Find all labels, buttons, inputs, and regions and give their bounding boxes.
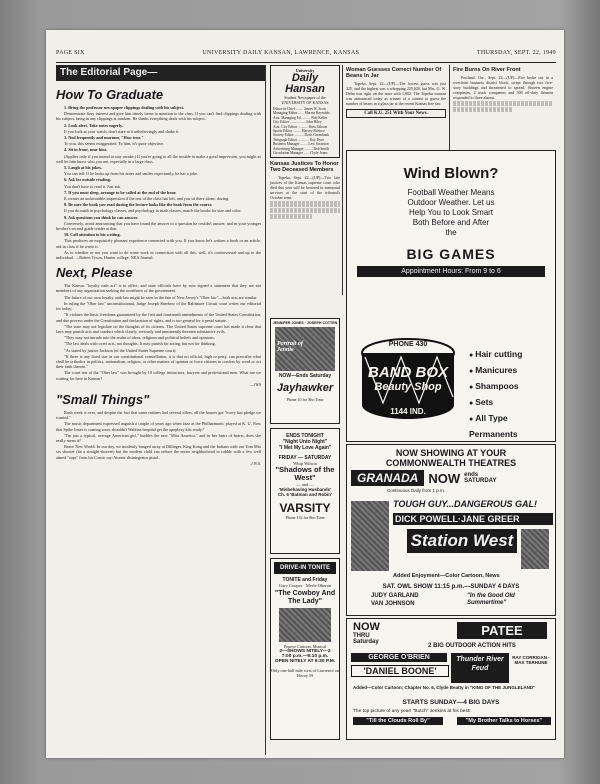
cw-daily: Continuous Daily from 1 p.m. bbox=[387, 488, 446, 493]
paragraph: As to whether or not you want to do some work in connection with all this, well, it's controversial and up to the individual. —Robert Tyson, Hunter college. NEA Journal. bbox=[56, 249, 261, 261]
cw-co3: "In the Good Old Summertime" bbox=[467, 593, 515, 606]
varsity-film-1: "Night Unto Night" bbox=[282, 439, 328, 445]
varsity-film-2: "I Met My Love Again" bbox=[278, 445, 332, 451]
shop-name-1: BAND BOX bbox=[367, 364, 448, 381]
staff-list bbox=[273, 107, 337, 155]
drive-in-photo bbox=[279, 608, 331, 642]
jayhawker-film: Portrait of Jennie bbox=[277, 341, 303, 353]
section-title: The Editorial Page— bbox=[56, 65, 265, 81]
fire-story bbox=[453, 65, 553, 113]
paragraph: 5. Laugh at his jokes. bbox=[64, 165, 102, 171]
paragraph: 1. Bring the professor newspaper clippings dealing with his subject. bbox=[64, 105, 185, 110]
honor-headline: Kansas Justices To Honor Two Deceased Members bbox=[270, 161, 339, 174]
big-games: BIG GAMES bbox=[406, 246, 496, 262]
staff-line: Sports Editor ......... Harvey Bristow bbox=[273, 129, 325, 134]
paragraph: The court test of the "Ober law" was brought by 10 college instructors, lawyers and professional men. What are we waiting for here in Kansas? bbox=[56, 370, 261, 381]
paragraph: This produces an exquisitely pleasant experience connected with you. If you know he's written a book or an article, ask in class if he wrote it. bbox=[56, 238, 261, 249]
small-things-body bbox=[56, 410, 261, 460]
patee-ad bbox=[346, 618, 556, 740]
patee-now: NOW bbox=[353, 621, 380, 633]
drive-in-shows: 2—SHOWS NITELY—2 bbox=[279, 649, 331, 654]
service-item bbox=[469, 347, 553, 363]
staff-line: Asst. City Editor ........... Russ Gibson bbox=[273, 124, 328, 129]
woman-story bbox=[346, 65, 446, 118]
paragraph: You can tell. If he looks up from his notes and smiles expectantly, he has a joke. bbox=[64, 171, 199, 177]
paragraph: The future of our own loyalty oath law might be seen in the fate of New Jersey's "Ober law"—both acts are similar. bbox=[64, 294, 258, 300]
patee-star-1: GEORGE O'BRIEN bbox=[351, 653, 447, 662]
bullet-icon: ● bbox=[469, 416, 476, 423]
wind-headline: Wind Blown? bbox=[403, 165, 499, 182]
kansan-line-2: UNIVERSITY OF KANSAS bbox=[281, 100, 329, 105]
cw-ends: ends SATURDAY bbox=[464, 472, 497, 484]
cw-line-2: COMMONWEALTH THEATRES bbox=[385, 458, 517, 468]
granada-name: GRANADA bbox=[351, 470, 424, 486]
staff-line: Business Manager ........ Lew Scranton bbox=[273, 142, 329, 147]
paragraph: If you look at your watch, don't stare at it unbelievingly and shake it. bbox=[64, 128, 180, 134]
issue-date: THURSDAY, SEPT. 22, 1949 bbox=[476, 50, 556, 56]
drive-in-tonite: TONITE and Friday bbox=[282, 577, 328, 583]
cw-sat: SAT. OWL SHOW 11:15 p.m.—SUNDAY 4 DAYS bbox=[382, 583, 520, 590]
cw-stars: DICK POWELL·JANE GREER bbox=[393, 513, 553, 525]
kansan-kicker: University bbox=[295, 68, 315, 73]
paragraph: The Kansas "loyalty oath act" is in effect, and state officials have by now signed a statement that they are not members of any organization seeking the overthrow of the government. bbox=[56, 283, 261, 294]
staff-line: Circulation Manager ...... Clyde Jones bbox=[273, 151, 328, 156]
small-things-title: "Small Things" bbox=[56, 391, 150, 407]
patee-film-2: Thunder River Feud bbox=[451, 653, 509, 683]
next-please-body bbox=[56, 283, 261, 380]
drive-in-extra: Popeye Cartoon, Musical bbox=[283, 644, 327, 649]
kansan-column bbox=[270, 65, 340, 220]
varsity-ad bbox=[270, 428, 340, 554]
bullet-icon: ● bbox=[469, 384, 476, 391]
paragraph: You don't have to read it. Just ask. bbox=[64, 183, 122, 189]
cw-line-1: NOW SHOWING AT YOUR bbox=[395, 448, 507, 458]
staff-line: City Editor ................. John Riley bbox=[273, 120, 322, 125]
drive-in-open: OPEN NITELY AT 6:30 P.M. bbox=[274, 659, 336, 664]
paragraph: In ruling the "Ober law" unconstitutional, Judge Joseph Sherbow of the Baltimore Circuit court writes our editorial for today: bbox=[56, 300, 261, 312]
bullet-icon: ● bbox=[469, 368, 476, 375]
patee-name: PATEE bbox=[457, 622, 547, 639]
cw-co2: VAN JOHNSON bbox=[371, 601, 415, 607]
paragraph: To you, this seems exaggerated. To him, it's quite objective. bbox=[64, 141, 164, 147]
varsity-and: — and — bbox=[296, 482, 314, 487]
fire-body: Portland, Ore., Sept. 22—(UP)—Fire broke out in a riverfront business district block, swept through two five-story buildings and threatened to spread. Sixteen engine companies, 2 truck companies and 300 off-duty firemen responded to three alarms. bbox=[453, 75, 553, 100]
kansan-name: Daily Hansan bbox=[285, 72, 325, 95]
editorial-column bbox=[56, 86, 261, 466]
staff-line: Asst. Managing Ed. ......... Bob Keller bbox=[273, 115, 328, 120]
service-label: All Type Permanents bbox=[469, 413, 518, 439]
varsity-star: Whip Wilson bbox=[293, 461, 317, 466]
appointment-hours: Appointment Hours: From 9 to 6 bbox=[357, 266, 545, 277]
patee-bill: 2 BIG OUTDOOR ACTION HITS bbox=[428, 643, 516, 649]
patee-film-1: 'DANIEL BOONE' bbox=[351, 665, 449, 677]
honor-body: Topeka, Sept. 22—(UP)—Two late justices of the Kansas supreme court who died this year will be honored in memorial services at the start of the tribunal's October term. bbox=[270, 175, 340, 201]
paragraph: If you do math in psychology classes, and psychology in math classes, match the books for size and color. bbox=[64, 208, 242, 214]
call-news-box: Call K.U. 251 With Your News. bbox=[346, 109, 446, 118]
graduate-title: How To Graduate bbox=[56, 87, 164, 102]
paragraph: "They may not intrude into the realm of ideas, religious and political beliefs and opinions. bbox=[64, 335, 215, 341]
paragraph: Brave New World: In our day, we modestly banged away at Dillinger, King Kong and the Indians with our Tom Mix six shooter (be a straight-shooter) but the modern child can reduce the entire neighborhood to rubble with a few well aimed "zaps" from his Comic ray-Atomic disintegrator pistol. bbox=[56, 444, 261, 460]
paragraph: 9. Ask questions you think he can answer. bbox=[64, 214, 138, 220]
paragraph: 6. Ask for outside reading. bbox=[64, 177, 111, 183]
drive-in-foot: Only one-half mile west of Lawrence on Hiway 59 bbox=[271, 668, 339, 678]
woman-headline: Woman Guesses Correct Number Of Beans In Jar bbox=[346, 67, 442, 79]
varsity-theater: VARSITY bbox=[279, 501, 331, 515]
wind-line-1: Football Weather Means bbox=[407, 188, 495, 197]
service-item bbox=[469, 363, 553, 379]
jayhawker-theater: Jayhawker bbox=[276, 382, 334, 394]
paragraph: Demonstrate fiery interest and give him timely items to mention to the class. If you can't find clippings dealing with his subject, bring in any clippings at random. He thinks everything deals with his subject. bbox=[56, 111, 261, 122]
poster-photo bbox=[275, 327, 335, 371]
varsity-serial: Ch. 5 'Batman and Robin' bbox=[277, 492, 333, 497]
fire-headline: Fire Burns On River Front bbox=[453, 67, 521, 73]
patee-film-4: "My Brother Talks to Horses" bbox=[457, 717, 551, 725]
staff-line: Managing Editor ...... Marvin Reynolds bbox=[273, 111, 330, 116]
paragraph: 10. Call attention to his writing. bbox=[64, 232, 121, 238]
bullet-icon: ● bbox=[469, 400, 476, 407]
cw-co1: JUDY GARLAND bbox=[371, 593, 419, 599]
paragraph: "It violates the basic freedoms guaranteed by the first and fourteenth amendments of the United States Constitution, and due process under the Constitution and declaration of rights, and is too general for a penal statute. bbox=[56, 312, 261, 323]
paragraph: Conversely, avoid announcing that you have found the answer to a question he couldn't answer, and in your younger brother's second grade reader at that. bbox=[56, 220, 261, 232]
service-label: Sets bbox=[475, 397, 494, 407]
paragraph: 7. If you must sleep, arrange to be called at the end of the hour. bbox=[64, 189, 177, 195]
paragraph: It creates an unfavorable impression if the rest of the class has left, and you sit there alone, dozing. bbox=[64, 196, 230, 202]
cw-film: Station West bbox=[407, 529, 517, 553]
paragraph: 4. Sit in front, near him. bbox=[64, 147, 107, 153]
service-item bbox=[469, 379, 553, 395]
band-box-ad bbox=[346, 150, 556, 442]
kansan-nameplate-box bbox=[270, 65, 340, 158]
next-please-title: Next, Please bbox=[56, 265, 133, 281]
drive-in-times: 7:00 p.m.—9:10 p.m. bbox=[281, 654, 329, 659]
shop-address: 1144 IND. bbox=[390, 407, 426, 416]
cw-tagline: TOUGH GUY...DANGEROUS GAL! bbox=[393, 499, 538, 509]
varsity-ends: ENDS TONIGHT bbox=[286, 433, 324, 439]
varsity-film-3: "Shadows of the West" bbox=[275, 465, 335, 482]
paragraph: (Applies only if you intend to stay awake.) If you're going to all the trouble to make a good impression, you might as well let him know who you are, especially in a large class. bbox=[56, 153, 261, 164]
patee-cartoon: Added—Color Cartoon; Chapter No. 6, Clyde Beatty in "KING OF THE JUNGLELAND" bbox=[353, 685, 536, 690]
service-item bbox=[469, 395, 553, 411]
service-label: Manicures bbox=[475, 365, 518, 375]
wind-line-2: Outdoor Weather. Let us bbox=[407, 198, 495, 207]
paragraph: The music department expressed anguish a couple of years ago when Jazz at the Philharmonic played at K. U. Now that Spike Jones is coming soon, shouldn't Watkins hospital get the apoplexy kits ready? bbox=[56, 421, 261, 432]
phone-label: PHONE 430 bbox=[388, 341, 428, 348]
wind-line-4: Both Before and After bbox=[412, 218, 490, 227]
paragraph: 2. Look alert. Take notes eagerly. bbox=[64, 122, 123, 128]
varsity-days: FRIDAY — SATURDAY bbox=[278, 455, 332, 461]
paragraph: "The state may not legislate on the thoughts of its citizens. The United States supreme court has made it clear that laws may punish acts and conduct which clearly, seriously and imminently threaten substantive evils. bbox=[56, 323, 261, 334]
service-item bbox=[469, 411, 553, 442]
paragraph: "If there is any fixed star in our constitutional constellation, it is that no official, high or petty, can prescribe what shall be orthodox in politics, nationalism, religion, or other matters of opinion or force citizens to confess by word or act their faith therein." bbox=[56, 353, 261, 370]
patee-pic: The top picture of any year! "Butch" Jenkins at his best! bbox=[353, 709, 471, 714]
drive-in-stars: Gary Cooper · Merle Oberon bbox=[278, 583, 332, 588]
cw-now: NOW bbox=[428, 470, 461, 486]
next-please-sign: —JWS bbox=[249, 381, 261, 387]
patee-film-3: "Till the Clouds Roll By" bbox=[353, 717, 443, 725]
staff-line: Advertising Manager ......... Bob Smith bbox=[273, 146, 329, 151]
bullet-icon: ● bbox=[469, 352, 476, 359]
patee-starts: STARTS SUNDAY—4 BIG DAYS bbox=[402, 699, 500, 706]
cw-added: Added Enjoyment—Color Cartoon, News bbox=[393, 573, 500, 579]
wind-line-3: Help You to Look Smart bbox=[408, 208, 494, 217]
patee-thru: THRU Saturday bbox=[353, 633, 379, 645]
column-rule bbox=[265, 65, 266, 755]
varsity-film-4: 'Misbehaving Husbands' bbox=[278, 487, 332, 492]
page-number: PAGE SIX bbox=[56, 50, 85, 56]
staff-line: Editor-in-Chief ........ James W. Scott bbox=[273, 107, 326, 111]
drive-in-ad bbox=[270, 558, 340, 740]
jayhawker-phone: Phone 10 for Sho Time bbox=[286, 397, 324, 402]
graduate-body bbox=[56, 105, 261, 260]
service-label: Hair cutting bbox=[475, 349, 523, 359]
paragraph: 3. Nod frequently and murmur, "How true." bbox=[64, 135, 144, 141]
service-label: Shampoos bbox=[475, 381, 519, 391]
staff-line: Society Editor .......... Doris Greenbank bbox=[273, 133, 330, 138]
drive-in-name: DRIVE-IN TONITE bbox=[274, 562, 336, 574]
commonwealth-ad bbox=[346, 444, 556, 616]
small-things-sign: J.W.S. bbox=[250, 460, 261, 466]
paragraph: "The law deals with overt acts, not thoughts. It may punish for acting, but not for thinking. bbox=[64, 341, 216, 347]
jayhawker-ad bbox=[270, 318, 340, 424]
wind-line-5: the bbox=[445, 228, 457, 237]
shop-name-2: Beauty Shop bbox=[374, 381, 442, 393]
jayhawker-stars: JENNIFER JONES · JOSEPH COTTEN bbox=[272, 321, 338, 325]
cowboy-photo bbox=[351, 501, 389, 571]
staff-line: Telegraph Editor ............ Kay Dyer bbox=[273, 137, 324, 142]
kansan-line-1: Student Newspaper of the bbox=[284, 95, 326, 100]
jayhawker-now: NOW—Ends Saturday bbox=[278, 373, 332, 379]
paragraph: "As stated by justice Jackson (of the United States Supreme court): bbox=[64, 347, 177, 353]
varsity-phone: Phone 132 for Sho Time bbox=[285, 515, 325, 520]
drive-in-film: "The Cowboy And The Lady" bbox=[274, 590, 336, 605]
paragraph: "I'm just a typical, average American girl," burbles the new "Miss America," and in her heart of hearts, does she really mean it? bbox=[56, 432, 261, 443]
column-rule bbox=[342, 65, 343, 295]
paragraph: Rush week is over, and despite the fact that some rushees had several offers, all the houses got "every last pledge we wanted." bbox=[56, 409, 261, 421]
woman-body: Topeka, Sept. 22—(UP)—The lowest guess was just 325, and the highest was a whopping 225,620, but Mrs. G. W. Dehn was right on the nose with 1,882. The Topeka woman was announced today as winner of a contest to guess the number of beans in a glass jar at the recent Kansas free fair. bbox=[346, 81, 446, 106]
patee-star-2: RAY CORRIGAN · MAX TERHUNE bbox=[512, 655, 550, 665]
masthead bbox=[56, 50, 556, 63]
paper-name: UNIVERSITY DAILY KANSAN, LAWRENCE, KANSAS bbox=[202, 50, 360, 56]
newspaper-page bbox=[46, 30, 564, 758]
services-list bbox=[469, 347, 553, 442]
paragraph: 8. Be sure the book you read during the lecture looks like the book from the course. bbox=[64, 202, 213, 208]
actress-photo bbox=[521, 529, 549, 569]
